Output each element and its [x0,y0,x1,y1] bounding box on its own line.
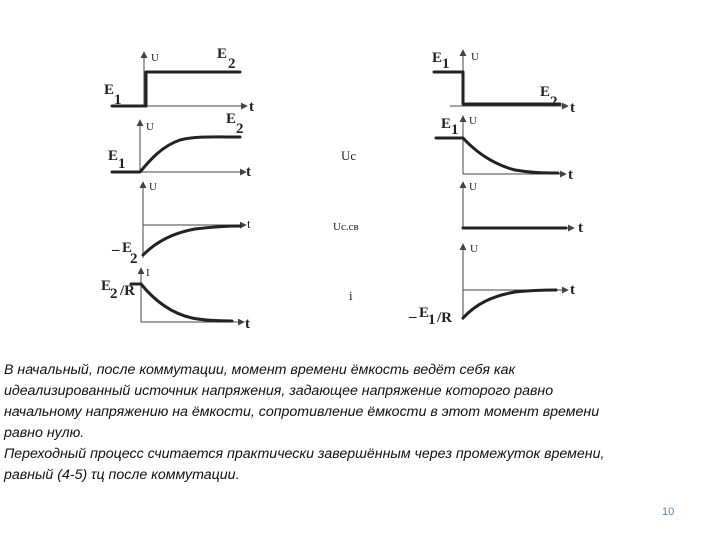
axis-label-u: U [149,181,157,193]
axis-label-t: t [578,220,583,236]
plot-left-current [101,267,250,332]
axis-label-t: t [249,99,254,115]
caption-line: В начальный, после коммутации, момент времени ёмкость ведёт себя как [4,362,516,378]
plot-right-free-voltage [463,181,583,236]
plot-right-current [408,243,575,328]
plot-left-source-step [104,46,254,115]
caption-line: начальному напряжению на ёмкости, сопротивление ёмкости в этот момент времени [4,404,600,420]
label-e: E [419,305,430,321]
page-number: 10 [662,506,675,518]
step-curve [112,72,240,106]
rising-curve [463,290,556,318]
axis-label-t: t [570,100,575,116]
caption-line: равный (4-5) τц после коммутации. [4,467,240,483]
label-e: E [122,240,133,256]
axis-label-u: U [470,243,478,255]
label-minus: – [409,309,417,325]
label-e-sub: 2 [236,121,244,137]
plot-right-capacitor-voltage [436,115,573,183]
label-e: E [441,116,452,132]
axis-label-t: t [247,216,251,231]
axis-label-i: I [146,267,150,279]
label-e-sub: 1 [118,156,126,172]
label-e-sub: 2 [228,56,236,72]
axis-label-u: U [471,51,479,63]
label-e-sub: 1 [428,312,436,328]
label-e: E [101,278,112,294]
axis-label-t: t [568,167,573,183]
label-e-sub: 2 [110,286,118,302]
caption-text [4,360,716,486]
axis-label-t: t [246,164,251,180]
label-e-sub: 1 [451,122,459,138]
axis-label-u: U [469,181,477,193]
label-over-r: /R [437,310,452,326]
label-capacitor-voltage: Uc [341,148,357,163]
decaying-curve [436,138,558,173]
label-over-r: /R [120,283,135,299]
decaying-curve [131,284,232,321]
caption-line: идеализированный источник напряжения, задающее напряжение которого равно [4,383,554,399]
middle-labels [333,148,359,303]
rising-curve [143,226,240,255]
label-minus: – [112,242,120,258]
rising-curve [112,137,240,172]
axis-label-t: t [570,282,575,298]
axis-label-u: U [469,115,477,127]
plot-left-capacitor-voltage [108,111,251,180]
label-e-sub: 2 [550,94,558,110]
label-e-sub: 1 [114,92,122,108]
plot-right-source-step [432,50,575,116]
axis-label-u: U [146,121,154,133]
caption-line: равно нулю. [4,425,85,441]
label-e: E [104,82,115,98]
label-e: E [432,50,443,66]
label-current: i [349,288,353,303]
label-e: E [217,46,228,62]
label-free-voltage: Uc.св [333,221,359,233]
plot-left-free-voltage [111,181,251,267]
label-e-sub: 1 [442,56,450,72]
label-e: E [540,84,551,100]
axis-label-t: t [245,316,250,332]
label-e: E [226,111,237,127]
label-e-sub: 2 [130,251,138,267]
caption-line: Переходный процесс считается практически завершённым через промежуток времени, [4,446,605,462]
label-e: E [108,148,119,164]
axis-label-u: U [151,52,159,64]
